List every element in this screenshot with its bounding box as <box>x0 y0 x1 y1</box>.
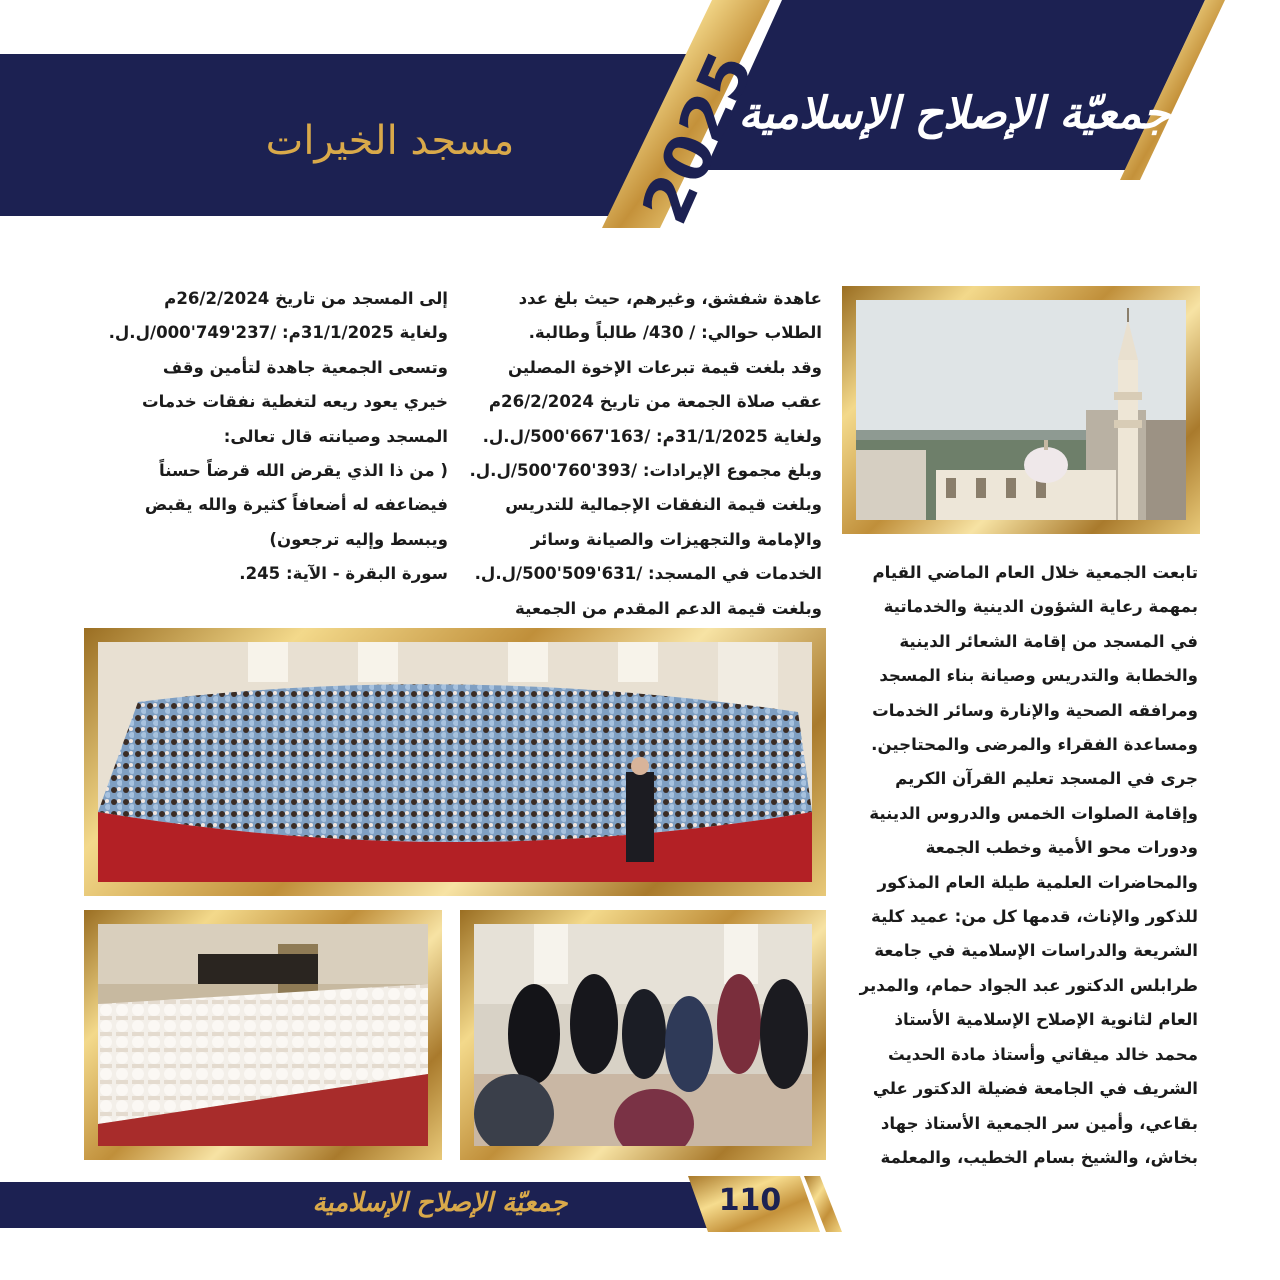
text-line: ( من ذا الذي يقرض الله قرضاً حسناً <box>158 461 448 481</box>
text-line: بخاش، والشيخ بسام الخطيب، والمعلمة <box>880 1147 1198 1167</box>
text-line: والمحاضرات العلمية طيلة العام المذكور <box>877 872 1198 892</box>
text-line: ولغاية 31/1/2025م: /163'667'500/ل.ل. <box>482 426 822 446</box>
text-line: العام لثانوية الإصلاح الإسلامية الأستاذ <box>894 1010 1198 1030</box>
text-line: وبلغت قيمة النفقات الإجمالية للتدريس <box>505 495 822 515</box>
year-label: 2025 <box>628 41 769 235</box>
text-line: المسجد وصيانته قال تعالى: <box>223 426 448 446</box>
text-line: إلى المسجد من تاريخ 26/2/2024م <box>164 289 448 308</box>
article-column-middle <box>464 282 822 626</box>
footer-organization-text: جمعيّة الإصلاح الإسلامية <box>312 1188 568 1218</box>
text-line: تابعت الجمعية خلال العام الماضي القيام <box>872 563 1198 582</box>
women-lesson-photo <box>474 924 812 1146</box>
text-line: الطلاب حوالي: / 430/ طالباً وطالبة. <box>528 323 822 343</box>
text-line: للذكور والإناث، قدمها كل من: عميد كلية <box>871 907 1198 927</box>
text-line: الشريف في الجامعة فضيلة الدكتور علي <box>872 1079 1198 1099</box>
mosque-photo-frame <box>842 286 1200 534</box>
page-title: مسجد الخيرات <box>265 118 515 164</box>
footer-banner <box>0 1176 1280 1236</box>
text-line: وتسعى الجمعية جاهدة لتأمين وقف <box>162 357 448 377</box>
text-line: ومساعدة الفقراء والمرضى والمحتاجين. <box>871 735 1198 755</box>
text-line: بمهمة رعاية الشؤون الدينية والخدماتية <box>883 597 1198 617</box>
text-line: جرى في المسجد تعليم القرآن الكريم <box>895 769 1198 789</box>
students-photo-frame <box>84 628 826 896</box>
text-line: ودورات محو الأمية وخطب الجمعة <box>925 838 1198 858</box>
page-number: 110 <box>718 1183 782 1218</box>
girls-praying-photo <box>98 924 428 1146</box>
text-line: والخطابة والتدريس وصيانة بناء المسجد <box>879 666 1198 686</box>
article-column-right <box>842 556 1198 1175</box>
text-line: وإقامة الصلوات الخمس والدروس الدينية <box>869 803 1198 823</box>
text-line: ويبسط وإليه ترجعون) <box>269 529 448 549</box>
text-line: ولغاية 31/1/2025م: /237'749'000/ل.ل. <box>108 323 448 343</box>
text-line: وبلغت قيمة الدعم المقدم من الجمعية <box>515 598 822 618</box>
text-line: سورة البقرة - الآية: 245. <box>239 564 448 584</box>
text-line: الخدمات في المسجد: /631'509'500/ل.ل. <box>474 564 822 584</box>
mosque-exterior-photo <box>856 300 1186 520</box>
text-line: الشريعة والدراسات الإسلامية في جامعة <box>874 941 1198 961</box>
text-line: وبلغ مجموع الإيرادات: /393'760'500/ل.ل. <box>469 461 822 481</box>
article-column-left <box>92 282 448 592</box>
text-line: والإمامة والتجهيزات والصيانة وسائر <box>530 529 822 549</box>
text-line: خيري يعود ريعه لتغطية نفقات خدمات <box>142 392 448 412</box>
text-line: طرابلس الدكتور عبد الجواد حمام، والمدير <box>859 975 1198 995</box>
organization-logo-text: جمعيّة الإصلاح الإسلامية <box>738 88 1170 139</box>
text-line: بقاعي، وأمين سر الجمعية الأستاذ جهاد <box>880 1113 1198 1133</box>
girls-prayer-photo-frame <box>84 910 442 1160</box>
text-line: عقب صلاة الجمعة من تاريخ 26/2/2024م <box>488 392 822 412</box>
text-line: فيضاعفه له أضعافاً كثيرة والله يقبض <box>144 495 448 515</box>
text-line: وقد بلغت قيمة تبرعات الإخوة المصلين <box>507 357 822 377</box>
women-lesson-photo-frame <box>460 910 826 1160</box>
students-gathering-photo <box>98 642 812 882</box>
text-line: عاهدة شفشق، وغيرهم، حيث بلغ عدد <box>518 289 822 308</box>
text-line: ومرافقه الصحية والإنارة وسائر الخدمات <box>872 700 1198 720</box>
text-line: في المسجد من إقامة الشعائر الدينية <box>899 631 1198 651</box>
text-line: محمد خالد ميقاتي وأستاذ مادة الحديث <box>888 1044 1198 1064</box>
